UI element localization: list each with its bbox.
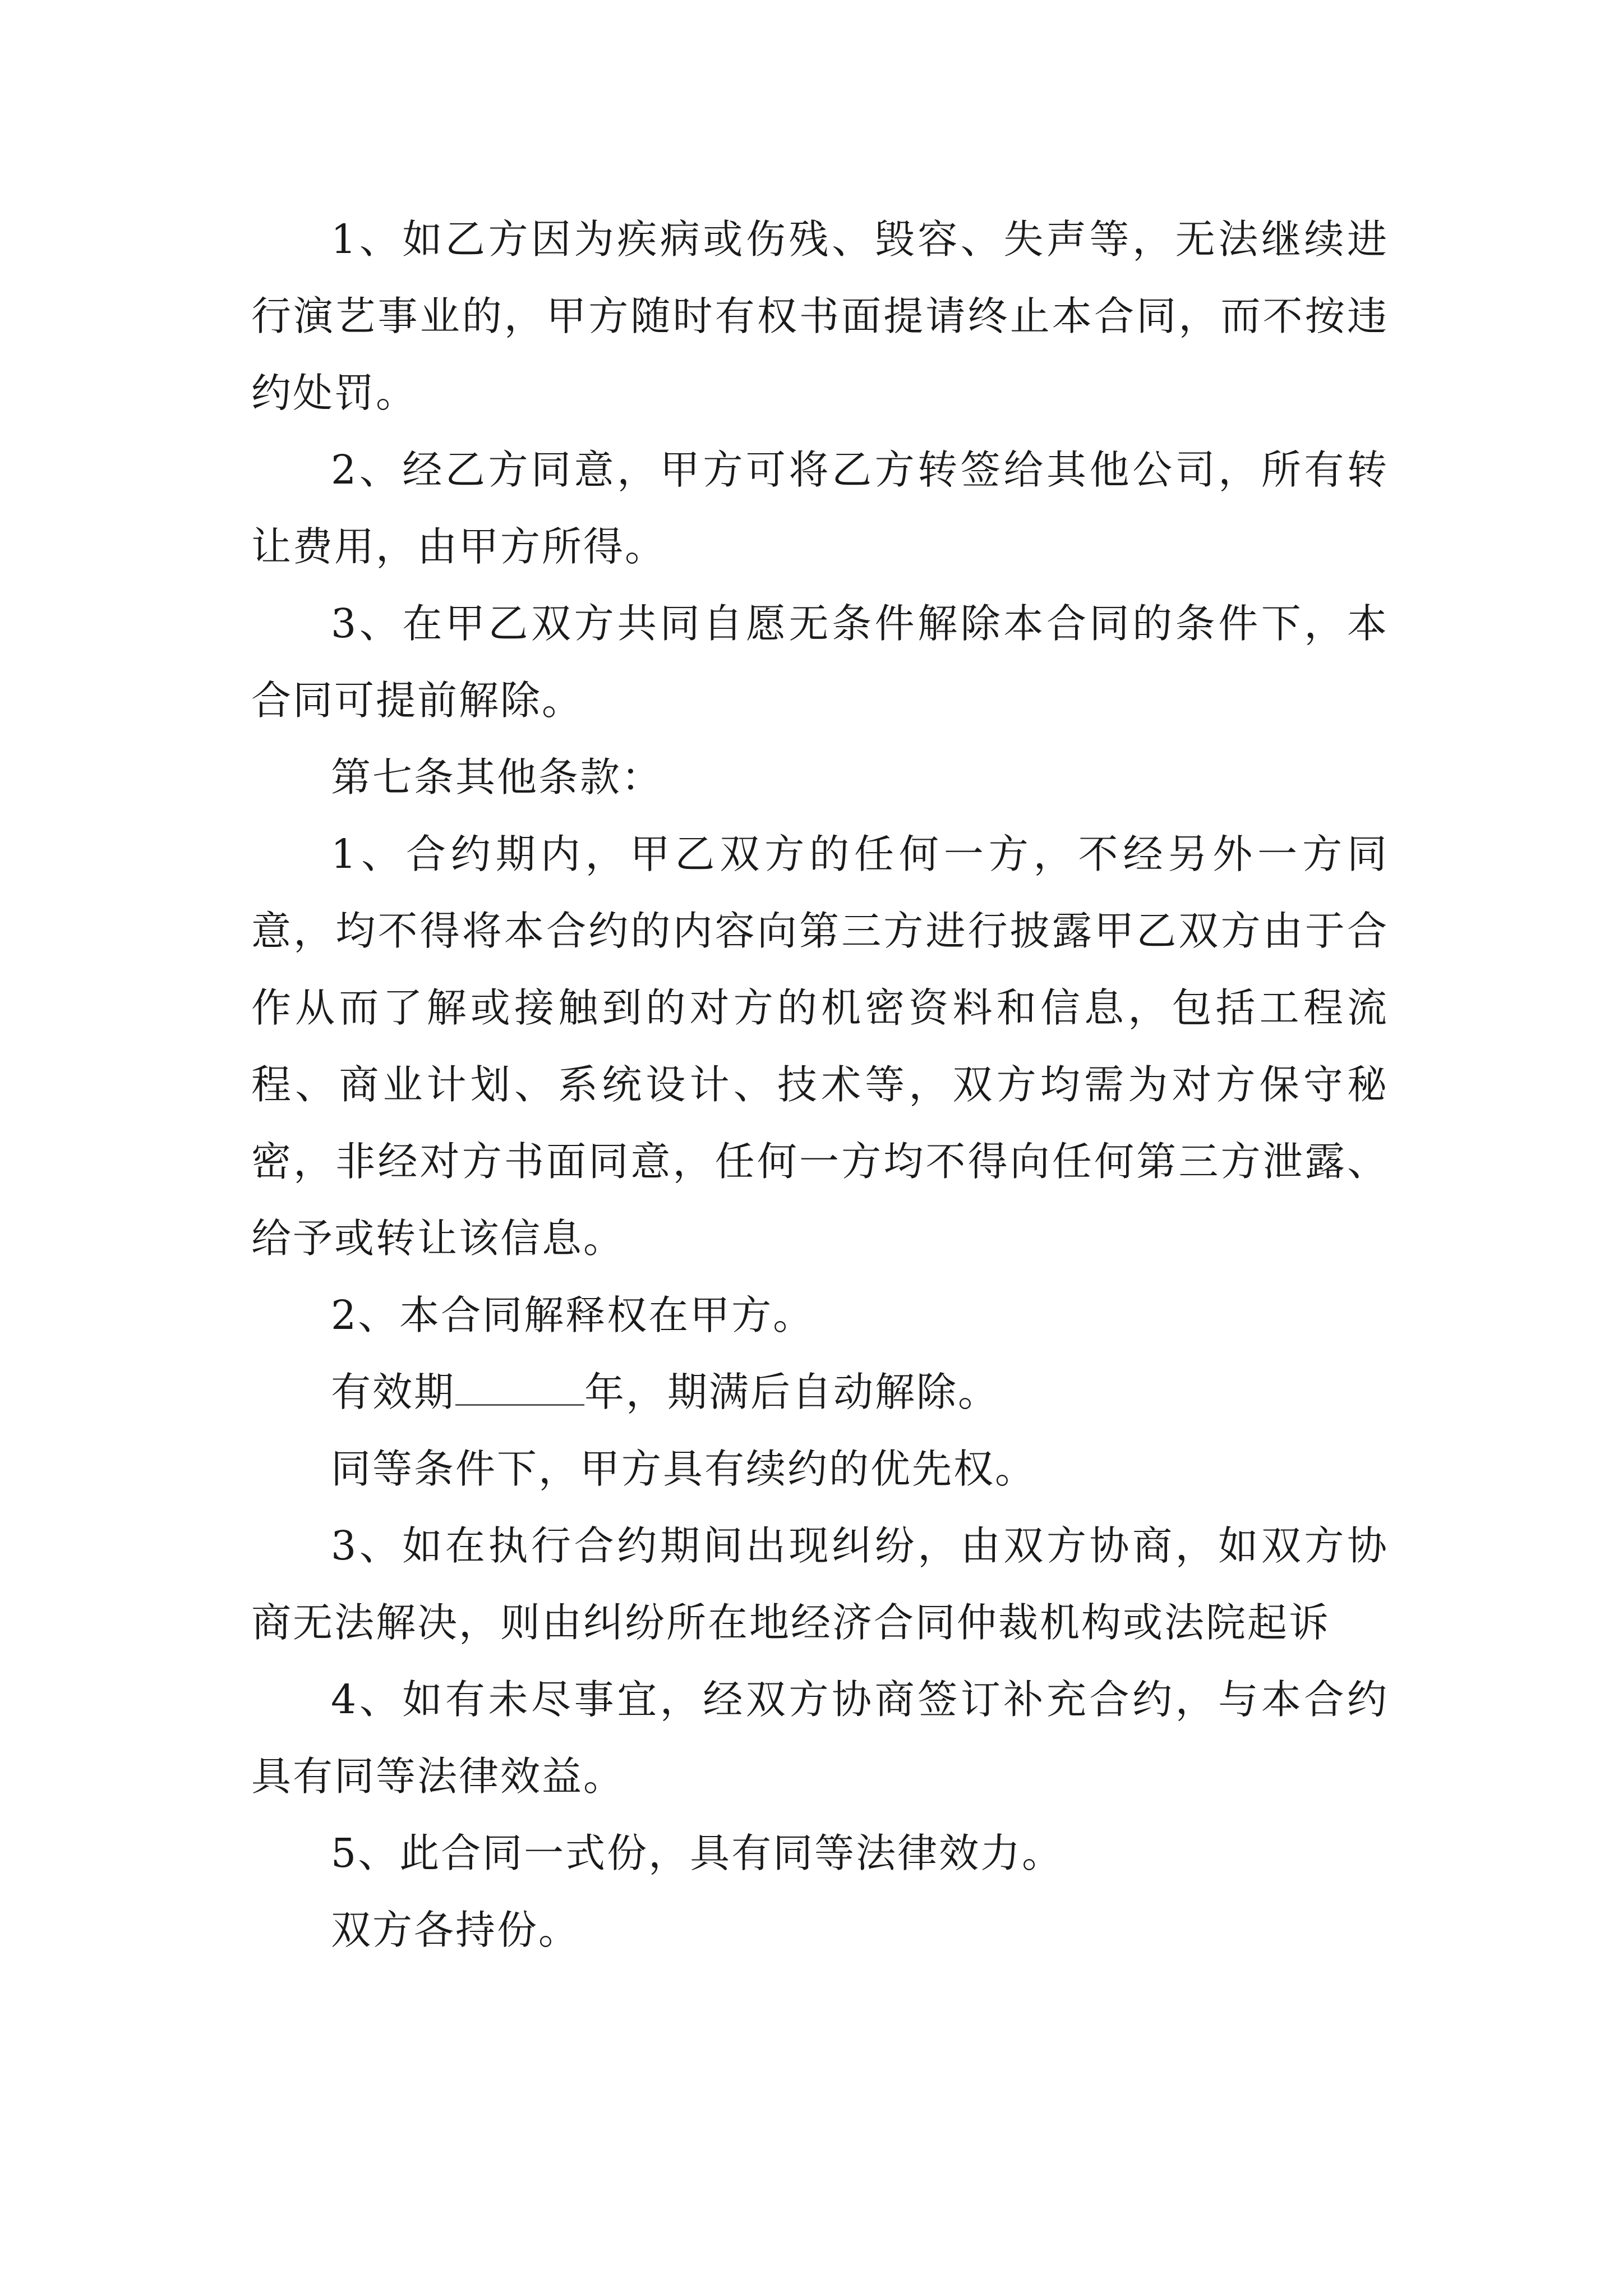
clause-supplement: 4、如有未尽事宜，经双方协商签订补充合约，与本合约具有同等法律效益。 [251,1676,1389,1800]
validity-prefix: 有效期 [331,1369,456,1415]
clause-interpretation: 2、本合同解释权在甲方。 [331,1292,815,1338]
validity-blank [455,1372,584,1406]
clause-copies: 5、此合同一式份，具有同等法律效力。 [331,1830,1064,1876]
clause-each-holds: 双方各持份。 [331,1907,580,1953]
document-page [251,201,1389,1968]
clause-mutual-termination: 3、在甲乙双方共同自愿无条件解除本合同的条件下，本合同可提前解除。 [251,600,1389,724]
clause-validity [251,1354,1389,1430]
clause-renewal-priority: 同等条件下，甲方具有续约的优先权。 [331,1446,1037,1492]
clause-confidentiality: 1、合约期内，甲乙双方的任何一方，不经另外一方同意，均不得将本合约的内容向第三方进行披露甲乙双方由于合作从而了解或接触到的对方的机密资料和信息，包括工程流程、商业计划、系统设计、技术等，双方均需为对方保守秘密，非经对方书面同意，任何一方均不得向任何第三方泄露、给予或转让该信息。 [251,831,1389,1262]
clause-dispute: 3、如在执行合约期间出现纠纷，由双方协商，如双方协商无法解决，则由纠纷所在地经济合同仲裁机构或法院起诉 [251,1522,1389,1646]
validity-suffix: 年，期满后自动解除。 [584,1369,1000,1415]
article-seven-heading: 第七条其他条款： [331,754,663,800]
clause-transfer: 2、经乙方同意，甲方可将乙方转签给其他公司，所有转让费用，由甲方所得。 [251,447,1389,570]
clause-termination-illness: 1、如乙方因为疾病或伤残、毁容、失声等，无法继续进行演艺事业的，甲方随时有权书面提请终止本合同，而不按违约处罚。 [251,216,1389,416]
